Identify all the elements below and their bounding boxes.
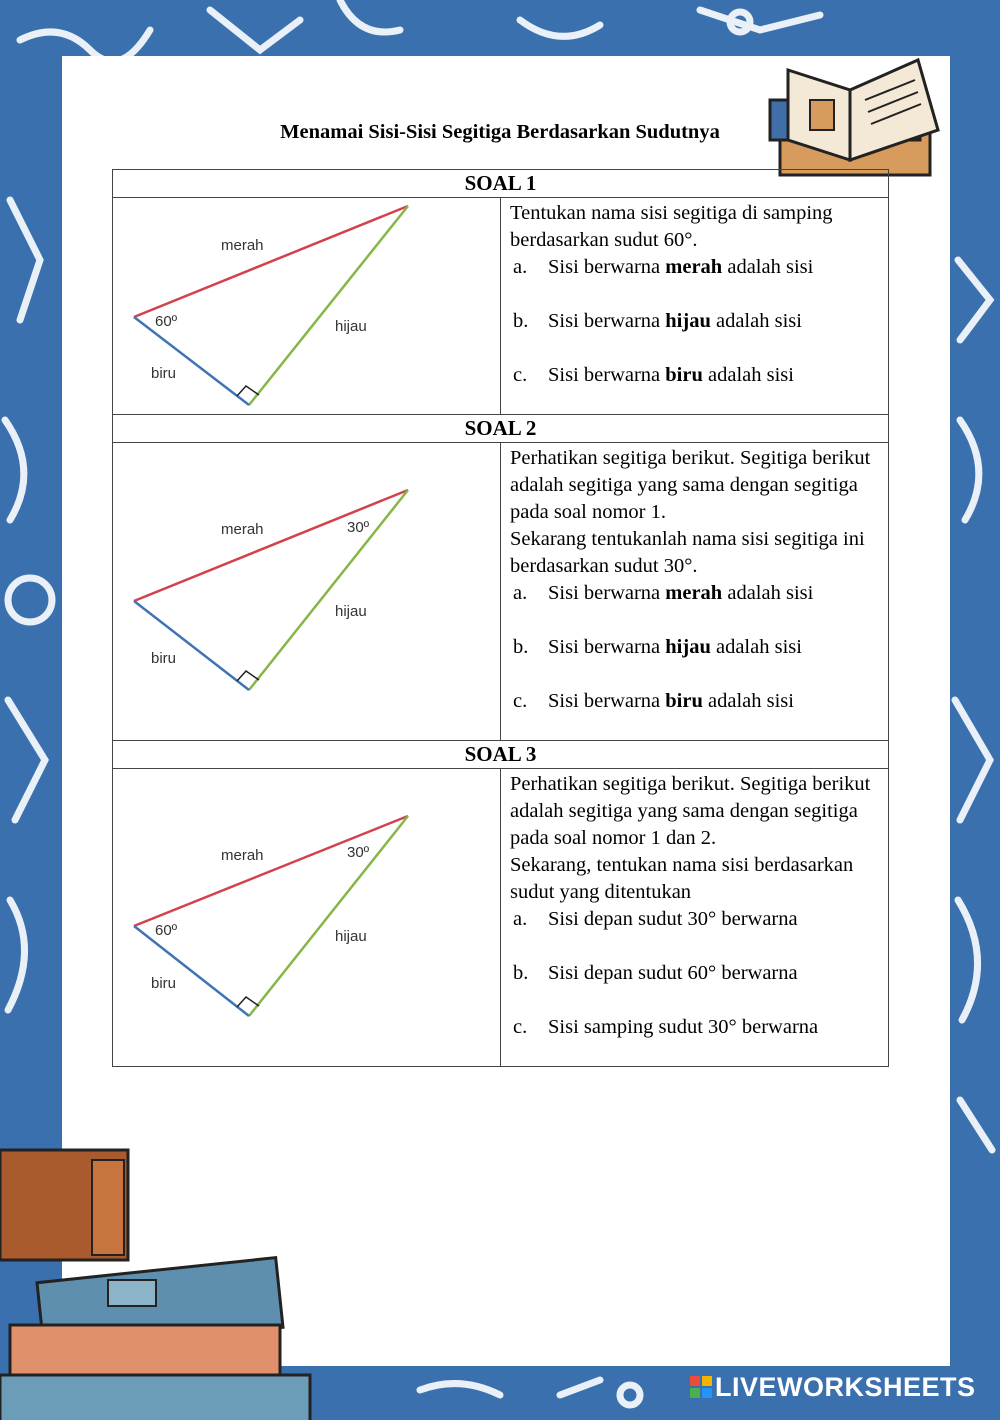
liveworksheets-logo [690,1372,976,1403]
intro-line: pada soal nomor 1. [510,501,666,523]
question-item: c. Sisi samping sudut 30° berwarna [513,1016,819,1038]
label-30-degree: 30º [347,519,370,536]
intro-line: Tentukan nama sisi segitiga di samping [510,202,833,224]
intro-line: Sekarang, tentukan nama sisi berdasarkan [510,854,854,876]
liveworksheets-wordmark: LIVEWORKSHEETS [715,1372,976,1402]
side-hijau [249,490,408,690]
side-biru [134,926,249,1016]
worksheet-title: Menamai Sisi-Sisi Segitiga Berdasarkan Sudutnya [280,121,720,143]
side-hijau [249,816,408,1016]
soal-heading: SOAL 3 [113,741,889,769]
question-item: c. Sisi berwarna biru adalah sisi [513,364,794,386]
intro-line: Perhatikan segitiga berikut. Segitiga berikut [510,773,871,795]
intro-line: sudut yang ditentukan [510,881,692,903]
question-item: c. Sisi berwarna biru adalah sisi [513,690,794,712]
question-item: b. Sisi berwarna hijau adalah sisi [513,636,802,658]
intro-line: Sekarang tentukanlah nama sisi segitiga ini [510,528,865,550]
label-30-degree: 30º [347,844,370,861]
soal-text [501,443,889,741]
worksheet-table [112,169,889,1067]
triangle-figure [113,198,501,415]
triangle-figure [113,443,501,741]
soal-heading: SOAL 2 [113,415,889,443]
label-biru: biru [151,650,177,667]
question-item: a. Sisi berwarna merah adalah sisi [513,582,814,604]
intro-line: adalah segitiga yang sama dengan segitiga [510,800,858,822]
label-hijau: hijau [335,928,367,945]
books-stack-illustration [0,1120,330,1420]
label-biru: biru [151,975,177,992]
soal-heading: SOAL 1 [113,170,889,198]
question-list [510,254,882,389]
question-list [510,906,882,1041]
side-merah [134,490,408,601]
side-biru [134,601,249,690]
right-angle-mark [237,671,259,681]
question-item: b. Sisi berwarna hijau adalah sisi [513,310,802,332]
label-60-degree: 60º [155,313,178,330]
side-hijau [249,206,408,405]
liveworksheets-logo-icon [690,1376,712,1398]
soal-text [501,198,889,415]
question-item: b. Sisi depan sudut 60° berwarna [513,962,798,984]
label-biru: biru [151,365,177,382]
question-list [510,580,882,715]
label-merah: merah [221,521,264,538]
intro-line: berdasarkan sudut 60°. [510,229,698,251]
triangle-figure [113,769,501,1067]
label-merah: merah [221,237,264,254]
side-biru [134,317,249,405]
label-merah: merah [221,847,264,864]
side-merah [134,816,408,926]
side-merah [134,206,408,317]
question-item: a. Sisi depan sudut 30° berwarna [513,908,798,930]
label-hijau: hijau [335,318,367,335]
label-hijau: hijau [335,603,367,620]
right-angle-mark [237,386,259,396]
intro-line: adalah segitiga yang sama dengan segitiga [510,474,858,496]
intro-line: pada soal nomor 1 dan 2. [510,827,717,849]
right-angle-mark [237,997,259,1007]
intro-line: Perhatikan segitiga berikut. Segitiga berikut [510,447,871,469]
question-item: a. Sisi berwarna merah adalah sisi [513,256,814,278]
label-60-degree: 60º [155,922,178,939]
soal-text [501,769,889,1067]
intro-line: berdasarkan sudut 30°. [510,555,698,577]
